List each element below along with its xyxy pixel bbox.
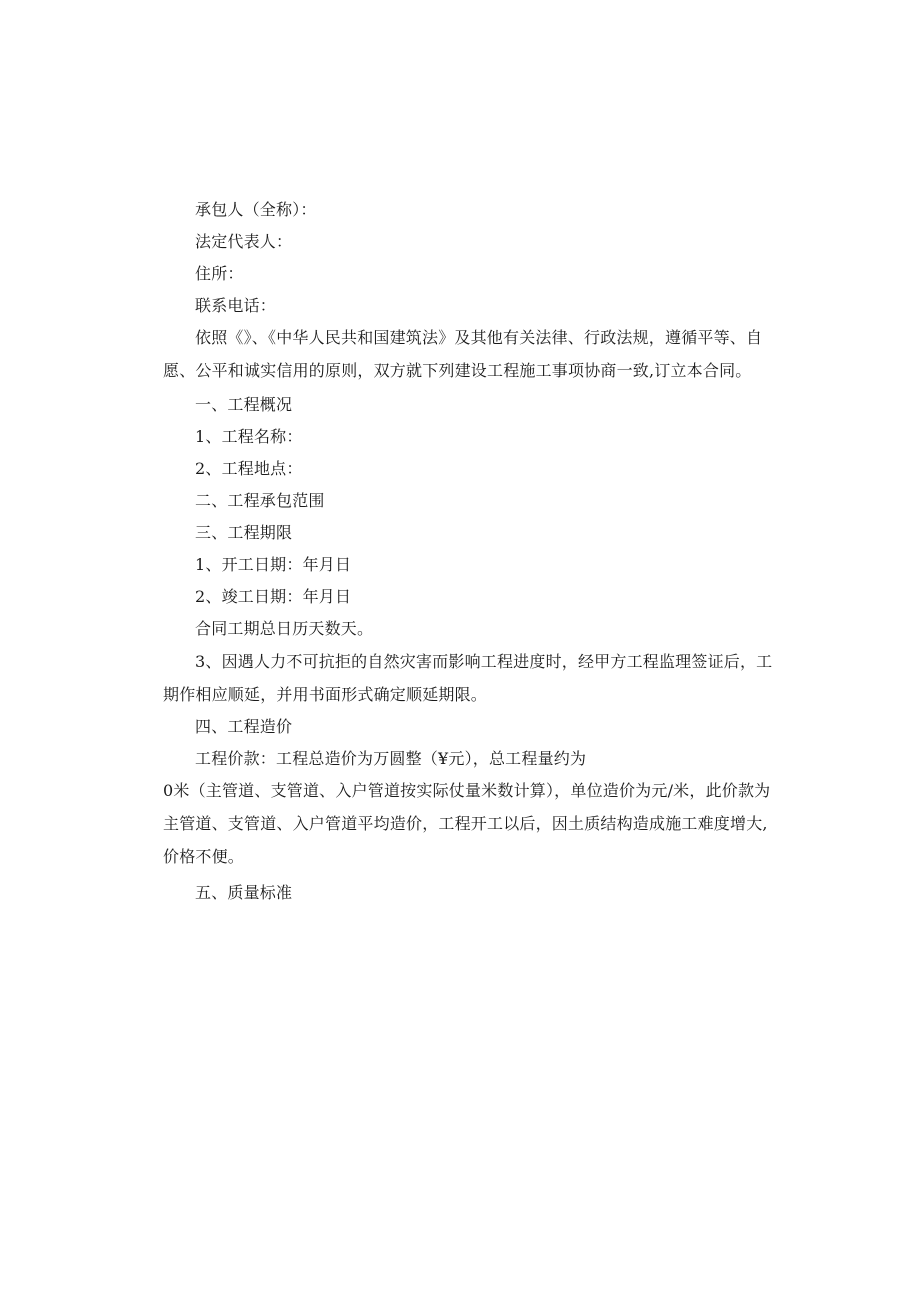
price-line-3: 主管道、支管道、入户管道平均造价，工程开工以后，因土质结构造成施工难度增大, [163,814,768,833]
section-5-heading: 五、质量标准 [195,883,293,902]
section-3-heading: 三、工程期限 [195,523,293,542]
contractor-name-field: 承包人（全称）： [195,200,317,219]
project-location-field: 2、工程地点： [195,459,303,478]
force-majeure-line-1: 3、因遇人力不可抗拒的自然灾害而影响工程进度时，经甲方工程监理签证后，工 [195,652,773,671]
address-field: 住所： [195,264,244,283]
preamble-line-2: 愿、公平和诚实信用的原则，双方就下列建设工程施工事项协商一致,订立本合同。 [163,361,752,380]
price-line-2: 0米（主管道、支管道、入户管道按实际仗量米数计算），单位造价为元/米，此价款为 [163,781,771,800]
section-1-heading: 一、工程概况 [195,395,293,414]
project-name-field: 1、工程名称： [195,427,303,446]
force-majeure-line-2: 期作相应顺延，并用书面形式确定顺延期限。 [163,685,488,704]
price-line-1: 工程价款：工程总造价为万圆整（¥元），总工程量约为 [195,749,587,768]
preamble-line-1: 依照《》、《中华人民共和国建筑法》及其他有关法律、行政法规，遵循平等、自 [195,328,763,347]
section-4-heading: 四、工程造价 [195,717,293,736]
section-2-heading: 二、工程承包范围 [195,491,325,510]
price-line-4: 价格不便。 [163,847,245,866]
total-duration-text: 合同工期总日历天数天。 [195,619,374,638]
start-date-field: 1、开工日期：年月日 [195,555,352,574]
phone-field: 联系电话： [195,296,277,315]
completion-date-field: 2、竣工日期：年月日 [195,587,352,606]
legal-representative-field: 法定代表人： [195,232,293,251]
